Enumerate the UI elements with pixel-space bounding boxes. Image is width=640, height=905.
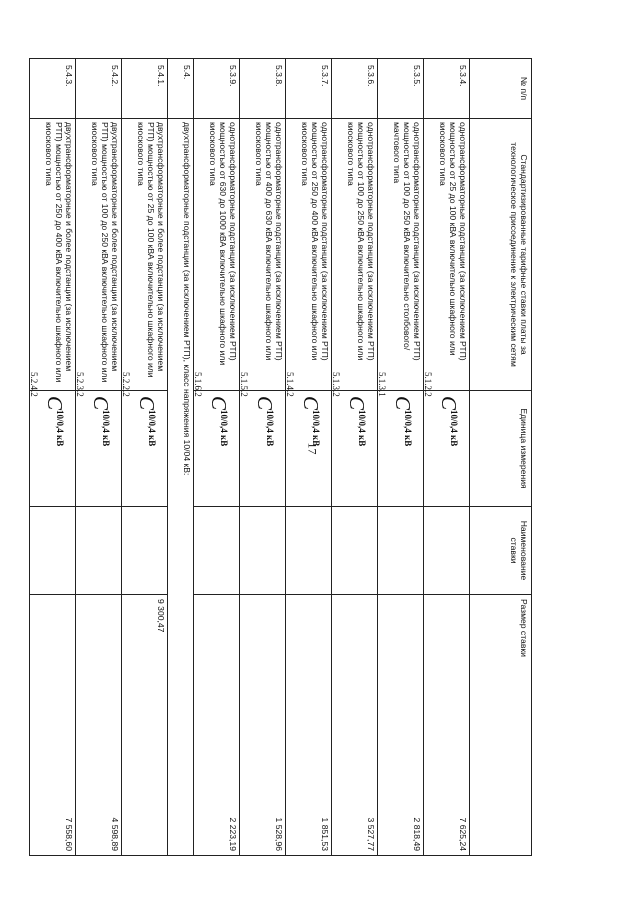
row-unit: C10/0,4 кВ 5.1.5.2 <box>239 391 285 507</box>
row-num: 5.3.6. <box>331 59 377 119</box>
row-value: 9 300,47 <box>121 595 167 856</box>
row-value: 7 625,24 <box>423 595 469 856</box>
page-number: 17 <box>305 442 320 455</box>
row-rate-name <box>239 507 285 595</box>
row-value: 2 818,49 <box>377 595 423 856</box>
row-value: 1 851,53 <box>285 595 331 856</box>
row-description: двухтрансформаторные и более подстанции (за исключением РТП) мощностью от 250 до 400 кВА включительно шкафного или киоскового типа <box>29 119 75 391</box>
section-row <box>167 59 193 856</box>
row-description: двухтрансформаторные и более подстанции (за исключением РТП) мощностью от 25 до 100 кВА включительно шкафного или киоскового типа <box>121 119 167 391</box>
row-description: однотрансформаторные подстанции (за исключением РТП) мощностью от 400 до 630 кВА включительно шкафного или киоскового типа <box>239 119 285 391</box>
row-description: однотрансформаторные подстанции (за исключением РТП) мощностью от 250 до 400 кВА включительно шкафного или киоскового типа <box>285 119 331 391</box>
header-num: № п/п <box>470 59 532 119</box>
table-row <box>193 59 239 856</box>
row-value: 1 528,96 <box>239 595 285 856</box>
row-unit: C10/0,4 кВ 5.1.3.1 <box>377 391 423 507</box>
table-row <box>29 59 75 856</box>
row-unit: C10/0,4 кВ 5.2.3.2 <box>75 391 121 507</box>
tariff-table <box>29 58 532 856</box>
header-rate-name: Наименование ставки <box>470 507 532 595</box>
row-unit: C10/0,4 кВ 5.1.2.2 <box>423 391 469 507</box>
row-rate-name <box>423 507 469 595</box>
row-unit: C10/0,4 кВ 5.2.4.2 <box>29 391 75 507</box>
table-row <box>331 59 377 856</box>
section-title: двухтрансформаторные подстанции (за исключением РТП), класс напряжения 10/04 кВ: <box>167 119 193 856</box>
row-unit: C10/0,4 кВ 5.1.6.2 <box>193 391 239 507</box>
row-description: однотрансформаторные подстанции (за исключением РТП) мощностью от 100 до 250 кВА включительно шкафного или киоскового типа <box>331 119 377 391</box>
row-rate-name <box>29 507 75 595</box>
row-num: 5.3.7. <box>285 59 331 119</box>
row-num: 5.3.8. <box>239 59 285 119</box>
row-num: 5.3.9. <box>193 59 239 119</box>
row-rate-name <box>377 507 423 595</box>
row-num: 5.4.3. <box>29 59 75 119</box>
table-row <box>285 59 331 856</box>
row-description: однотрансформаторные подстанции (за исключением РТП) мощностью от 630 до 1000 кВА включительно шкафного или киоскового типа <box>193 119 239 391</box>
row-rate-name <box>193 507 239 595</box>
tariff-table-container <box>28 58 532 855</box>
row-rate-name <box>285 507 331 595</box>
row-value: 3 527,77 <box>331 595 377 856</box>
row-value: 2 223,19 <box>193 595 239 856</box>
table-row <box>377 59 423 856</box>
header-unit: Единица измерения <box>470 391 532 507</box>
header-rate-value: Размер ставки <box>470 595 532 856</box>
row-description: двухтрансформаторные и более подстанции (за исключением РТП) мощностью от 100 до 250 кВА включительно шкафного или киоскового типа <box>75 119 121 391</box>
header-description: Стандартизированные тарифные ставки платы за технологическое присоединение к электрическим сетям <box>470 119 532 391</box>
section-num: 5.4. <box>167 59 193 119</box>
table-row <box>75 59 121 856</box>
row-rate-name <box>331 507 377 595</box>
row-num: 5.4.2. <box>75 59 121 119</box>
row-num: 5.3.4. <box>423 59 469 119</box>
row-rate-name <box>75 507 121 595</box>
table-row <box>239 59 285 856</box>
rotated-page-content <box>28 58 532 855</box>
row-num: 5.3.5. <box>377 59 423 119</box>
table-row <box>121 59 167 856</box>
table-row <box>423 59 469 856</box>
row-description: однотрансформаторные подстанции (за исключением РТП) мощностью от 100 до 250 кВА включительно столбового/мачтового типа <box>377 119 423 391</box>
row-value: 4 598,89 <box>75 595 121 856</box>
table-header-row <box>470 59 532 856</box>
row-rate-name <box>121 507 167 595</box>
row-unit: C10/0,4 кВ 5.1.4.2 <box>285 391 331 507</box>
row-description: однотрансформаторные подстанции (за исключением РТП) мощностью от 25 до 100 кВА включительно шкафного или киоскового типа <box>423 119 469 391</box>
row-unit: C10/0,4 кВ 5.2.2.2 <box>121 391 167 507</box>
row-unit: C10/0,4 кВ 5.1.3.2 <box>331 391 377 507</box>
row-value: 7 558,60 <box>29 595 75 856</box>
row-num: 5.4.1. <box>121 59 167 119</box>
